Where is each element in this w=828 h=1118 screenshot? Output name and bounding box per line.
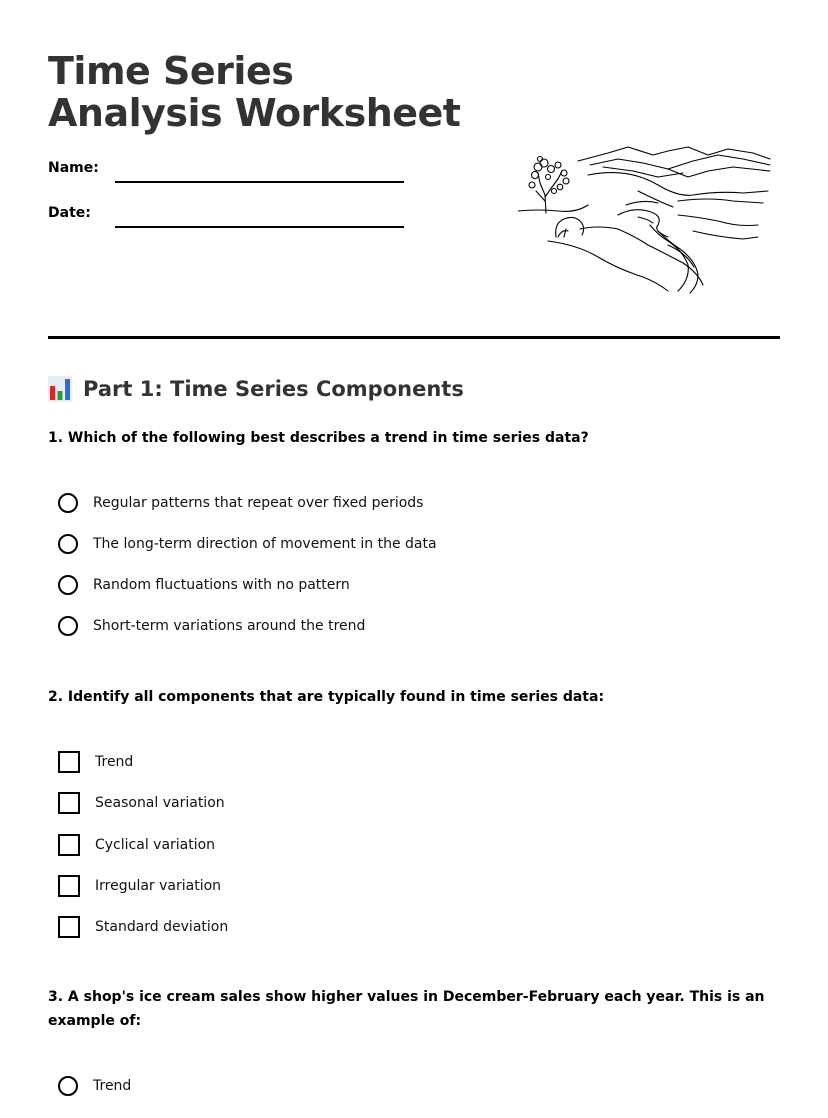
checkbox[interactable] xyxy=(58,834,80,856)
option-label: Trend xyxy=(95,754,134,770)
q1-option-c[interactable] xyxy=(58,572,350,598)
option-label: Trend xyxy=(93,1078,132,1094)
part1-title: Part 1: Time Series Components xyxy=(83,377,464,401)
checkbox[interactable] xyxy=(58,875,80,897)
q1-option-d[interactable] xyxy=(58,613,365,639)
radio-button[interactable] xyxy=(58,575,78,595)
date-label: Date: xyxy=(48,205,91,221)
bar-chart-icon xyxy=(48,376,72,402)
date-field-row xyxy=(48,205,408,235)
part1-heading xyxy=(48,374,464,404)
option-label: The long-term direction of movement in the data xyxy=(93,536,437,552)
q3-option-trend[interactable] xyxy=(58,1073,131,1099)
section-divider xyxy=(48,336,780,339)
date-blank-line[interactable] xyxy=(115,226,404,228)
question-1: 1. Which of the following best describes a trend in time series data? xyxy=(48,430,589,446)
name-field-row xyxy=(48,160,408,190)
worksheet-page xyxy=(48,0,780,1118)
checkbox[interactable] xyxy=(58,792,80,814)
option-label: Irregular variation xyxy=(95,878,222,894)
q2-option-irregular[interactable] xyxy=(58,873,221,899)
name-blank-line[interactable] xyxy=(115,181,404,183)
option-label: Regular patterns that repeat over fixed periods xyxy=(93,495,424,511)
landscape-river-illustration xyxy=(518,145,773,295)
radio-button[interactable] xyxy=(58,1076,78,1096)
worksheet-title: Time Series Analysis Worksheet xyxy=(48,49,461,135)
option-label: Short-term variations around the trend xyxy=(93,618,366,634)
q2-option-std-dev[interactable] xyxy=(58,914,228,940)
radio-button[interactable] xyxy=(58,493,78,513)
question-2: 2. Identify all components that are typically found in time series data: xyxy=(48,689,605,705)
checkbox[interactable] xyxy=(58,751,80,773)
q1-option-a[interactable] xyxy=(58,490,423,516)
option-label: Seasonal variation xyxy=(95,795,225,811)
q2-option-cyclical[interactable] xyxy=(58,832,215,858)
q2-option-trend[interactable] xyxy=(58,749,133,775)
name-label: Name: xyxy=(48,160,99,176)
radio-button[interactable] xyxy=(58,534,78,554)
q2-option-seasonal[interactable] xyxy=(58,790,225,816)
question-3: 3. A shop's ice cream sales show higher values in December-February each year. This is an example of: xyxy=(48,989,765,1029)
q1-option-b[interactable] xyxy=(58,531,437,557)
option-label: Standard deviation xyxy=(95,919,229,935)
radio-button[interactable] xyxy=(58,616,78,636)
option-label: Cyclical variation xyxy=(95,837,216,853)
checkbox[interactable] xyxy=(58,916,80,938)
option-label: Random fluctuations with no pattern xyxy=(93,577,350,593)
